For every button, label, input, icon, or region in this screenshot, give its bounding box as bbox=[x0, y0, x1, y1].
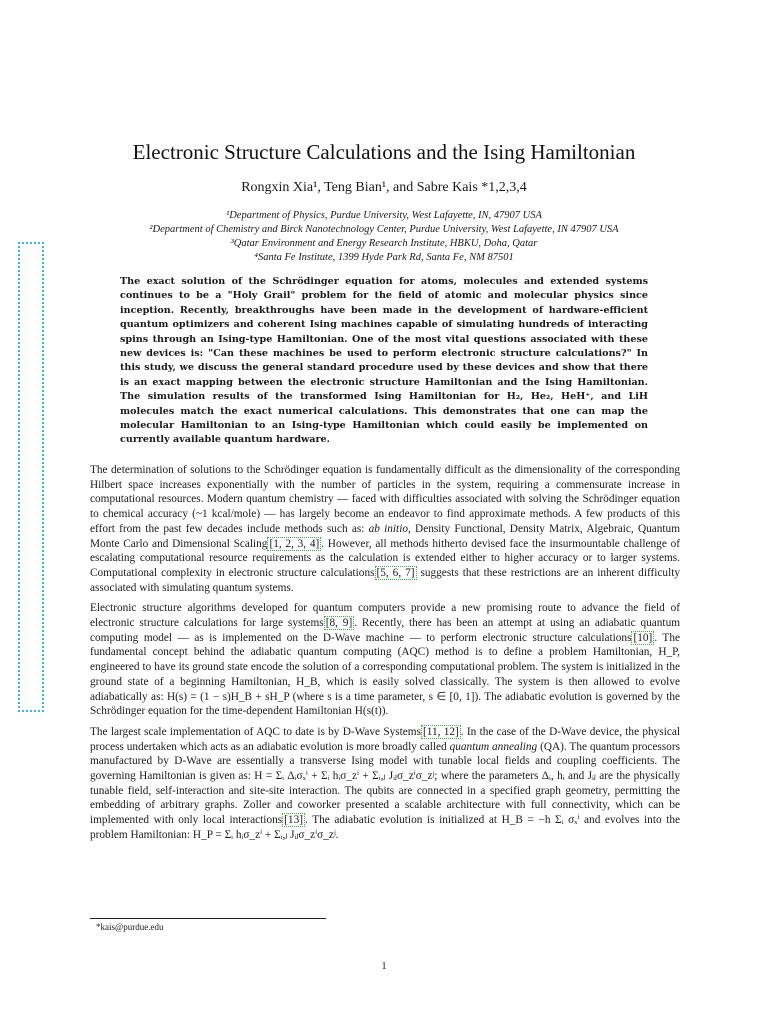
affiliation-1: ¹Department of Physics, Purdue University, West Lafayette, IN, 47907 USA bbox=[226, 210, 542, 221]
paragraph-3: The largest scale implementation of AQC to date is by D-Wave Systems [11, 12] . In the case of the D-Wave device, the physical process undertaken which acts as an adiabatic evolution is more broadly called quantum annealing (QA). The quantum processors manufactured by D-Wave are essentially a transverse Ising model with tunable local fields and coupling coefficients. The governing Hamiltonian is given as: H = Σᵢ Δᵢσₓⁱ + Σᵢ hᵢσ_zⁱ + Σᵢ,ⱼ Jᵢⱼσ_zⁱσ_zʲ; where the parameters Δᵢ, hᵢ and Jᵢⱼ are the physically tunable field, self-interaction and site-site interaction. The qubits are connected in a specified graph geometry, permitting the embedding of arbitrary graphs. Zoller and coworker presented a scalable architecture with full connectivity, which can be implemented with only local interactions [13] . The adiabatic evolution is initialized at H_B = −h Σᵢ σₓⁱ and evolves into the problem Hamiltonian: H_P = Σᵢ hᵢσ_zⁱ + Σᵢ,ⱼ Jᵢⱼσ_zⁱσ_zʲ. bbox=[90, 725, 680, 841]
citation-link[interactable]: [13] bbox=[284, 814, 303, 827]
margin-annotation-box bbox=[18, 242, 44, 712]
citation-link[interactable]: [10] bbox=[633, 631, 653, 644]
affiliation-4: ⁴Santa Fe Institute, 1399 Hyde Park Rd, Santa Fe, NM 87501 bbox=[254, 252, 514, 263]
abstract: The exact solution of the Schrödinger equation for atoms, molecules and extended systems continues to be a "Holy Grail" problem for the field of atomic and molecular physics since inception. Recently, breakthroughs have been made in the development of hardware-efficient quantum optimizers and coherent Ising machines capable of simulating hundreds of interacting spins through an Ising-type Hamiltonian. One of the most vital questions associated with these new devices is: "Can these machines be used to perform electronic structure calculations?" In this study, we discuss the general standard procedure used by these devices and show that there is an exact mapping between the electronic structure Hamiltonian and the Ising Hamiltonian. The simulation results of the transformed Ising Hamiltonian for H₂, He₂, HeH⁺, and LiH molecules match the exact numerical calculations. This demonstrates that one can map the molecular Hamiltonian to an Ising-type Hamiltonian which could easily be implemented on currently available quantum hardware. bbox=[120, 276, 648, 446]
citation-link[interactable]: [8, 9] bbox=[325, 617, 353, 630]
paper-title: Electronic Structure Calculations and the Ising Hamiltonian bbox=[132, 140, 636, 164]
body-text bbox=[90, 463, 680, 849]
footnote: *kais@purdue.edu bbox=[96, 922, 164, 932]
affiliation-3: ³Qatar Environment and Energy Research Institute, HBKU, Doha, Qatar bbox=[230, 238, 538, 249]
author-list: Rongxin Xia¹, Teng Bian¹, and Sabre Kais *1,2,3,4 bbox=[241, 180, 527, 195]
paragraph-1: The determination of solutions to the Schrödinger equation is fundamentally difficult as the dimensionality of the corresponding Hilbert space increases exponentially with the number of particles in the system, requiring a commensurate increase in computational resources. Modern quantum chemistry — faced with difficulties associated with solving the Schrödinger equation to chemical accuracy (~1 kcal/mole) — has largely become an endeavor to find approximate methods. A few products of this effort from the past few decades include methods such as: ab initio, Density Functional, Density Matrix, Algebraic, Quantum Monte Carlo and Dimensional Scaling [1, 2, 3, 4] . However, all methods hitherto devised face the insurmountable challenge of escalating computational resource requirements as the calculation is extended either to higher accuracy or to larger systems. Computational complexity in electronic structure calculations [5, 6, 7] suggests that these restrictions are an inherent difficulty associated with simulating quantum systems. bbox=[90, 464, 681, 594]
citation-link[interactable]: [11, 12] bbox=[423, 725, 459, 738]
page-number: 1 bbox=[381, 960, 387, 972]
affiliation-2: ²Department of Chemistry and Birck Nanotechnology Center, Purdue University, West Lafayette, IN 47907 USA bbox=[149, 224, 619, 235]
paragraph-2: Electronic structure algorithms developed for quantum computers provide a new promising route to advance the field of electronic structure calculations for large systems [8, 9] . Recently, there has been an attempt at using an adiabatic quantum computing model — as is implemented on the D-Wave machine — to perform electronic structure calculations [10] . The fundamental concept behind the adiabatic quantum computing (AQC) method is to define a problem Hamiltonian, H_P, engineered to have its ground state encode the solution of a corresponding computational problem. The system is initialized in the ground state of a beginning Hamiltonian, H_B, which is easily solved classically. The system is then allowed to evolve adiabatically as: H(s) = (1 − s)H_B + sH_P (where s is a time parameter, s ∈ [0, 1]). The adiabatic evolution is governed by the Schrödinger equation for the time-dependent Hamiltonian H(s(t)). bbox=[90, 602, 681, 718]
footnote-rule bbox=[90, 918, 326, 919]
citation-link[interactable]: [5, 6, 7] bbox=[376, 566, 415, 579]
affiliations bbox=[0, 209, 768, 265]
citation-link[interactable]: [1, 2, 3, 4] bbox=[269, 537, 320, 550]
